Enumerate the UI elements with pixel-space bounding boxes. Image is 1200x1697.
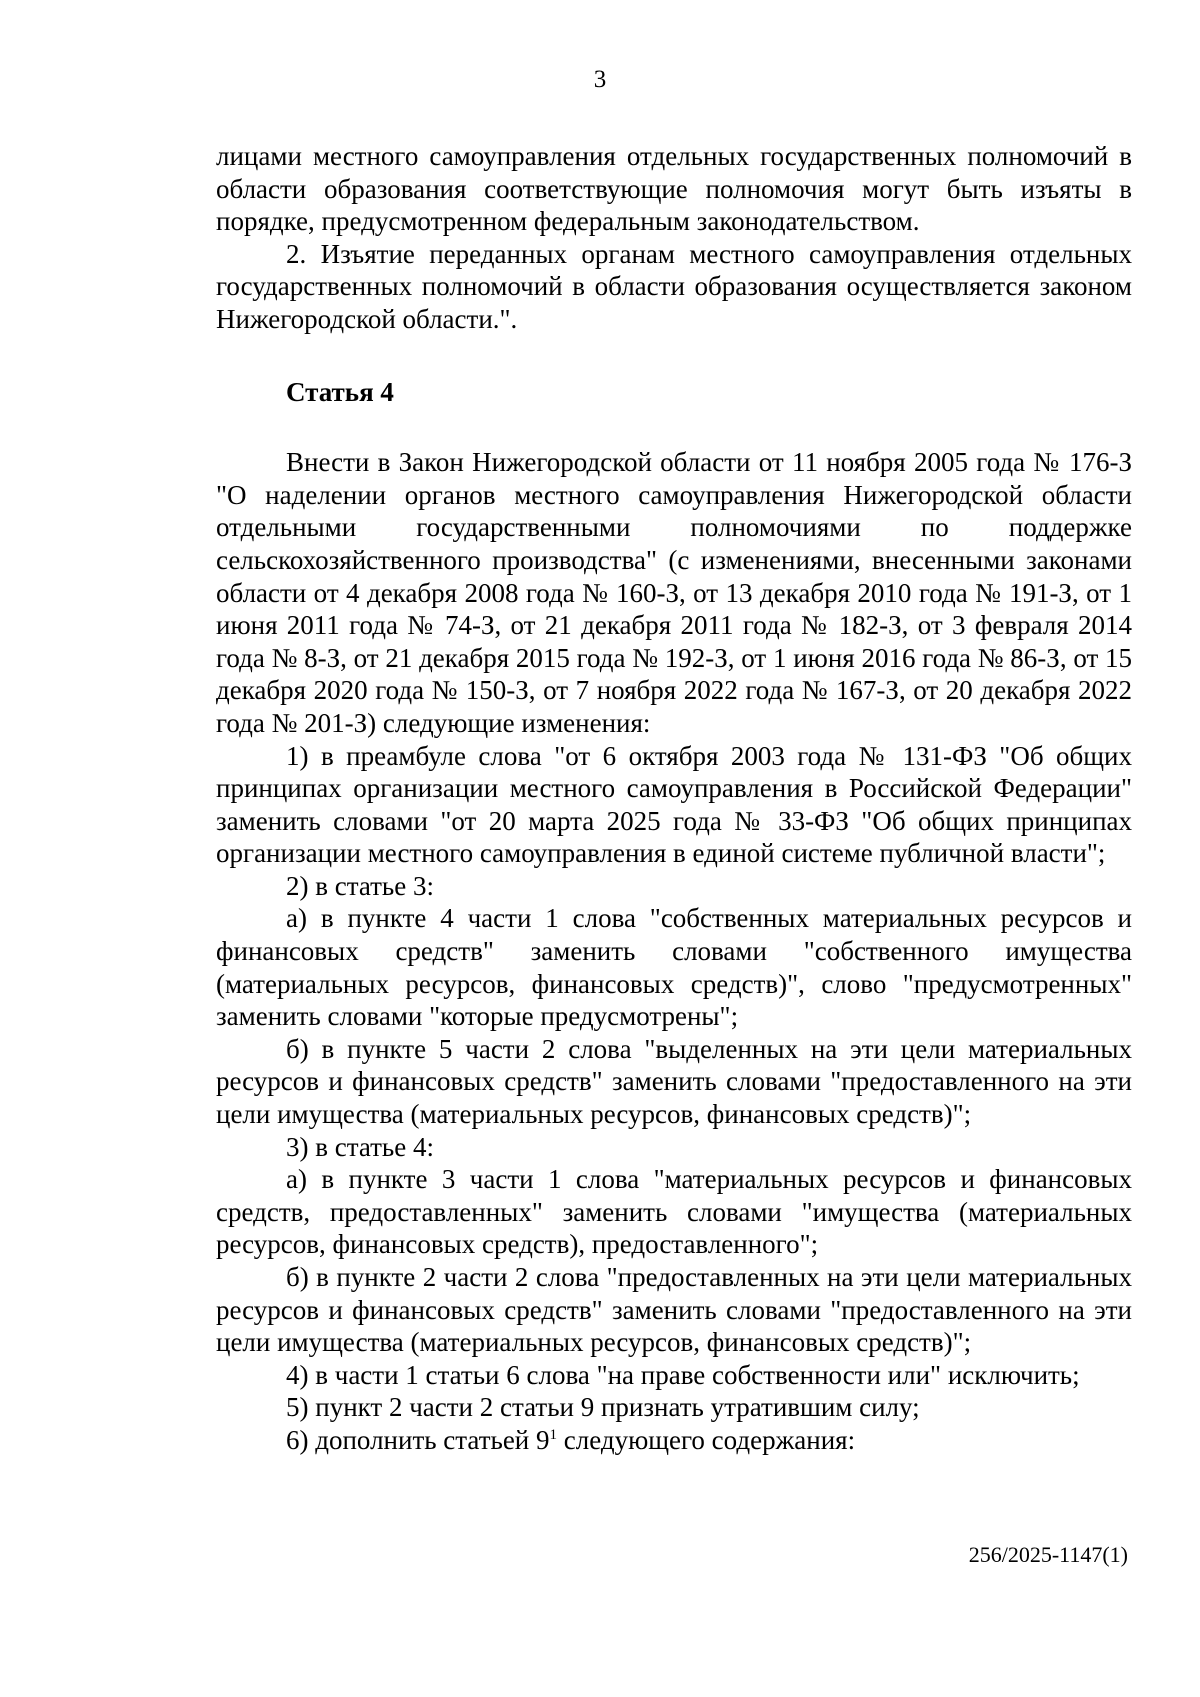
- sub-list-item: а) в пункте 3 части 1 слова "материальных ресурсов и финансовых средств, предоставленных" заменить словами "имущества (материальных ресурсов, финансовых средств), предоставленного";: [216, 1164, 1132, 1260]
- list-item: 1) в преамбуле слова "от 6 октября 2003 года № 131-ФЗ "Об общих принципах организации местного самоуправления в Российской Федерации" заменить словами "от 20 марта 2025 года № 33-ФЗ "Об общих принципах организации местного самоуправления в единой системе публичной власти";: [216, 740, 1132, 869]
- page-number: 3: [593, 66, 607, 93]
- list-item-text: 6) дополнить статьей 9: [286, 1424, 550, 1455]
- sub-list-item: б) в пункте 5 части 2 слова "выделенных на эти цели материальных ресурсов и финансовых средств" заменить словами "предоставленного на эти цели имущества (материальных ресурсов, финансовых средств)";: [216, 1033, 1132, 1130]
- list-item: [216, 1424, 1132, 1457]
- sub-list-item: а) в пункте 4 части 1 слова "собственных материальных ресурсов и финансовых средств" заменить словами "собственного имущества (материальных ресурсов, финансовых средств)", слово "предусмотренных" заменить словами "которые предусмотрены";: [216, 903, 1132, 1032]
- list-item: 3) в статье 4:: [286, 1131, 434, 1162]
- document-code: 256/2025-1147(1): [968, 1542, 1128, 1567]
- list-item: 4) в части 1 статьи 6 слова "на праве собственности или" исключить;: [286, 1359, 1080, 1390]
- paragraph: лицами местного самоуправления отдельных государственных полномочий в области образования соответствующие полномочия могут быть изъяты в порядке, предусмотренном федеральным законодательством.: [216, 141, 1132, 237]
- document-body: [216, 140, 1132, 1457]
- paragraph: 2. Изъятие переданных органам местного самоуправления отдельных государственных полномочий в области образования осуществляется законом Нижегородской области.".: [216, 238, 1132, 334]
- superscript: 1: [549, 1426, 558, 1443]
- sub-list-item: б) в пункте 2 части 2 слова "предоставленных на эти цели материальных ресурсов и финансовых средств" заменить словами "предоставленного на эти цели имущества (материальных ресурсов, финансовых средств)";: [216, 1262, 1132, 1358]
- article-heading: Статья 4: [286, 376, 394, 407]
- list-item: 5) пункт 2 части 2 статьи 9 признать утратившим силу;: [286, 1392, 920, 1423]
- list-item-text: следующего содержания:: [557, 1424, 856, 1455]
- list-item: 2) в статье 3:: [286, 870, 434, 901]
- paragraph: Внести в Закон Нижегородской области от 11 ноября 2005 года № 176-З "О наделении органов местного самоуправления Нижегородской области отдельными государственными полномочиями по поддержке сельскохозяйственного производства" (с изменениями, внесенными законами области от 4 декабря 2008 года № 160-З, от 13 декабря 2010 года № 191-З, от 1 июня 2011 года № 74-З, от 21 декабря 2011 года № 182-З, от 3 февраля 2014 года № 8-З, от 21 декабря 2015 года № 192-З, от 1 июня 2016 года № 86-З, от 15 декабря 2020 года № 150-З, от 7 ноября 2022 года № 167-З, от 20 декабря 2022 года № 201-З) следующие изменения:: [216, 447, 1133, 738]
